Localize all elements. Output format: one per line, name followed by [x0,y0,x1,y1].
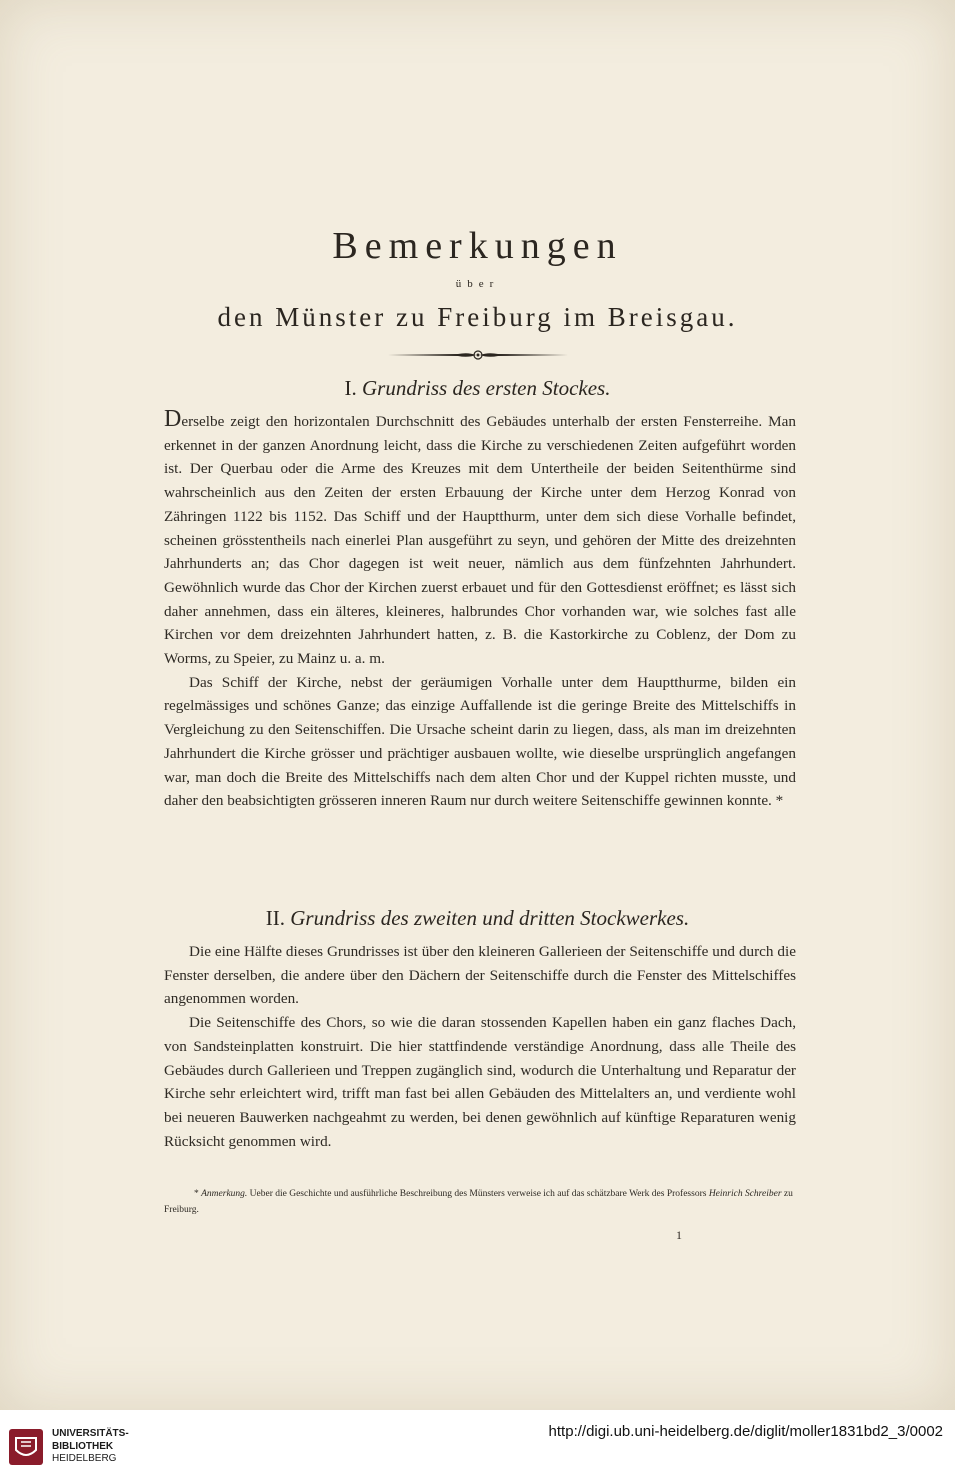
footnote-text-end: zu Freiburg. [164,1189,793,1215]
section-heading-2 [0,906,955,931]
ornament-divider-icon [388,348,568,362]
paragraph [164,407,796,671]
title-connector: über [455,278,500,290]
institution-line: BIBLIOTHEK [52,1440,114,1452]
institution-line: UNIVERSITÄTS- [52,1428,129,1439]
drop-cap: D [164,406,182,432]
footnote [164,1186,804,1218]
section-number-2: II. [265,906,286,930]
page-subtitle: den Münster zu Freiburg im Breisgau. [217,302,738,332]
section-title-2: Grundriss des zweiten und dritten Stockwerkes. [290,906,690,930]
section-title-1: Grundriss des ersten Stockes. [362,376,611,400]
paragraph: Die Seitenschiffe des Chors, so wie die daran stossenden Kapellen haben ein ganz flaches Dach, von Sandsteinplatten konstruirt. Die hier stattfindende verständige Anordnung, dass alle Theile des Gebäudes durch Gallerieen und Treppen zugänglich sind, wodurch die Unterhaltung und Reparatur der Kirche sehr erleichtert wird, trifft man fast bei allen Gebäuden des Mittelalters an, und verdiente wohl bei neueren Bauwerken nachgeahmt zu werden, bei denen gewöhnlich auf künftige Reparaturen wenig Rücksicht genommen wird. [164,1014,796,1150]
section-number-1: I. [344,376,357,400]
institution-name [52,1428,129,1466]
university-seal-icon [8,1428,44,1466]
footnote-label: Anmerkung. [201,1189,248,1199]
section-body-2 [164,940,796,1153]
paragraph: Die eine Hälfte dieses Grundrisses ist über den kleineren Gallerieen der Seitenschiffe und durch die Fenster derselben, die andere über den Dächern der Seitenschiffe durch die Fenster des Mittelschiffes angenommen worden. [164,943,796,1008]
footnote-text: Ueber die Geschichte und ausführliche Beschreibung des Münsters verweise ich auf das schätzbare Werk des Professors [249,1189,707,1199]
footnote-author: Heinrich Schreiber [708,1189,782,1199]
institution-line: HEIDELBERG [52,1453,117,1464]
source-url-link[interactable]: http://digi.ub.uni-heidelberg.de/diglit/moller1831bd2_3/0002 [548,1423,943,1440]
page-number: 1 [676,1228,682,1242]
footnote-marker: * [194,1189,199,1199]
footer-bar [0,1410,955,1479]
page-title: Bemerkungen [332,225,623,267]
section-heading-1 [0,376,955,401]
paragraph: Das Schiff der Kirche, nebst der geräumigen Vorhalle unter dem Hauptthurme, bilden ein regelmässiges und schönes Ganze; das einzige Auffallende ist die geringe Breite des Mittelschiffs in Vergleichung zu den Seitenschiffen. Die Ursache scheint darin zu liegen, dass, als man im dreizehnten Jahrhundert die Kirche grösser und prächtiger ausbauen wollte, wie dieselbe ursprünglich angefangen war, man doch die Breite des Mittelschiffs nach dem alten Chor und der Kuppel richten musste, und daher den beabsichtigten grösseren inneren Raum nur durch weitere Seitenschiffe gewinnen konnte. * [164,673,796,810]
section-body-1 [164,407,796,813]
paragraph-text: erselbe zeigt den horizontalen Durchschnitt des Gebäudes unterhalb der ersten Fensterreihe. Man erkennet in der ganzen Anordnung leicht, dass die Kirche zu verschiedenen Zeiten aufgeführt worden ist. Der Querbau oder die Arme des Kreuzes mit dem Untertheile der beiden Seitenthürme sind wahrscheinlich aus den Zeiten der ersten Erbauung der Kirche unter dem Herzog Konrad von Zähringen 1122 bis 1152. Das Schiff und der Hauptthurm, unter dem sich diese Vorhalle befindet, scheinen grösstentheils nach einerlei Plan ausgeführt zu seyn, und gehören der Mitte des dreizehnten Jahrhunderts an; das Chor dagegen ist weit neuer, nämlich aus dem fünfzehnten Jahrhundert. Gewöhnlich wurde das Chor der Kirchen zuerst erbauet und für den Gottesdienst eröffnet; es lässt sich daher annehmen, dass ein älteres, kleineres, halbrundes Chor vorhanden war, wie solches fast alle Kirchen vor dem dreizehnten Jahrhundert hatten, z. B. die Kastorkirche zu Coblenz, der Dom zu Worms, zu Speier, zu Mainz u. a. m. [164,413,796,668]
